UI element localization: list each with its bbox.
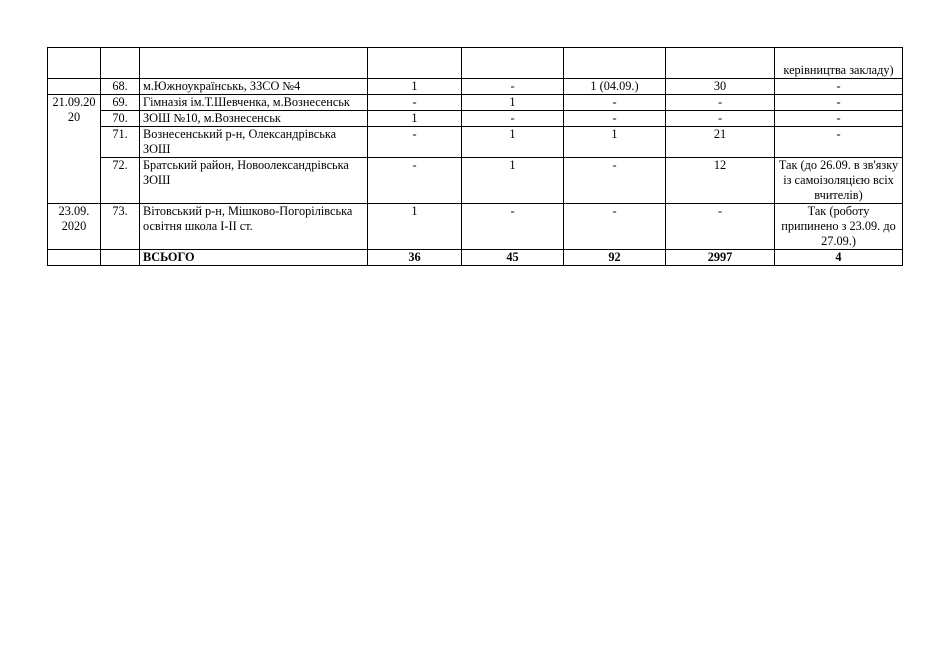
value-cell: - xyxy=(368,158,462,204)
school-cell: Вознесенський р-н, Олександрівська ЗОШ xyxy=(140,127,368,158)
school-cell xyxy=(140,48,368,79)
date-cell: 21.09.2020 xyxy=(48,95,101,204)
school-cell: Вітовський р-н, Мішково-Погорілівська освітня школа I-II ст. xyxy=(140,204,368,250)
value-cell: - xyxy=(564,111,666,127)
value-cell: 1 xyxy=(462,95,564,111)
value-cell: 1 (04.09.) xyxy=(564,79,666,95)
num-cell: 68. xyxy=(101,79,140,95)
date-cell: 23.09. 2020 xyxy=(48,204,101,250)
table-row xyxy=(48,48,903,79)
value-cell: 1 xyxy=(462,158,564,204)
value-cell: - xyxy=(462,204,564,250)
note-cell: - xyxy=(775,79,903,95)
note-cell: Так (роботу припинено з 23.09. до 27.09.) xyxy=(775,204,903,250)
value-cell: - xyxy=(368,127,462,158)
total-value: 92 xyxy=(564,250,666,266)
num-cell xyxy=(101,250,140,266)
table-row xyxy=(48,204,903,250)
date-cell xyxy=(48,250,101,266)
schools-table xyxy=(47,47,903,266)
value-cell: - xyxy=(564,158,666,204)
value-cell: 1 xyxy=(368,111,462,127)
num-cell: 73. xyxy=(101,204,140,250)
value-cell: - xyxy=(666,111,775,127)
value-cell: - xyxy=(462,79,564,95)
table-row xyxy=(48,111,903,127)
value-cell xyxy=(462,48,564,79)
num-cell: 70. xyxy=(101,111,140,127)
value-cell xyxy=(666,48,775,79)
value-cell: - xyxy=(564,204,666,250)
value-cell: - xyxy=(462,111,564,127)
school-cell: Гімназія ім.Т.Шевченка, м.Вознесенськ xyxy=(140,95,368,111)
value-cell xyxy=(564,48,666,79)
total-label: ВСЬОГО xyxy=(140,250,368,266)
school-cell: Братський район, Новоолександрівська ЗОШ xyxy=(140,158,368,204)
total-value: 4 xyxy=(775,250,903,266)
total-value: 2997 xyxy=(666,250,775,266)
num-cell: 69. xyxy=(101,95,140,111)
value-cell: 1 xyxy=(564,127,666,158)
value-cell: - xyxy=(564,95,666,111)
value-cell: 21 xyxy=(666,127,775,158)
table-row xyxy=(48,79,903,95)
note-cell: - xyxy=(775,111,903,127)
num-cell: 71. xyxy=(101,127,140,158)
value-cell: - xyxy=(666,95,775,111)
value-cell xyxy=(368,48,462,79)
note-cell: - xyxy=(775,95,903,111)
note-cell: - xyxy=(775,127,903,158)
value-cell: 1 xyxy=(368,79,462,95)
value-cell: 1 xyxy=(368,204,462,250)
school-cell: м.Южноукраїнськь, ЗЗСО №4 xyxy=(140,79,368,95)
note-cell: керівництва закладу) xyxy=(775,48,903,79)
table-row xyxy=(48,95,903,111)
num-cell xyxy=(101,48,140,79)
note-cell: Так (до 26.09. в зв'язку із самоізоляцією всіх вчителів) xyxy=(775,158,903,204)
table-row xyxy=(48,158,903,204)
table-row xyxy=(48,127,903,158)
date-cell xyxy=(48,48,101,79)
total-value: 36 xyxy=(368,250,462,266)
value-cell: - xyxy=(368,95,462,111)
value-cell: - xyxy=(666,204,775,250)
value-cell: 12 xyxy=(666,158,775,204)
value-cell: 30 xyxy=(666,79,775,95)
total-row xyxy=(48,250,903,266)
total-value: 45 xyxy=(462,250,564,266)
value-cell: 1 xyxy=(462,127,564,158)
num-cell: 72. xyxy=(101,158,140,204)
school-cell: ЗОШ №10, м.Вознесенськ xyxy=(140,111,368,127)
date-cell xyxy=(48,79,101,95)
